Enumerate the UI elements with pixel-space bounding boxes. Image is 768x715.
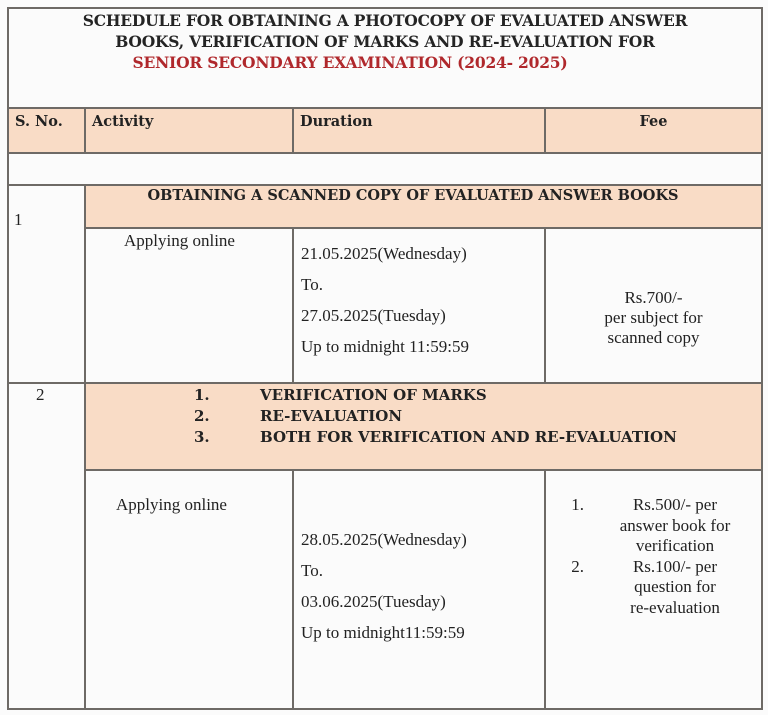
- border-sec1-bottom: [8, 382, 763, 384]
- section-2-heading-item: 1. VERIFICATION OF MARKS: [194, 386, 487, 404]
- section-1-fee-amount: Rs.700/-: [624, 288, 683, 307]
- column-header-activity: Activity: [92, 113, 154, 130]
- title-line-2: BOOKS, VERIFICATION OF MARKS AND RE-EVALUATION FOR: [115, 32, 655, 51]
- col-divider-sno: [84, 184, 86, 710]
- column-header-duration: Duration: [300, 113, 373, 130]
- border-bottom: [8, 708, 763, 710]
- section-2-sno: 2: [36, 385, 45, 404]
- section-2-activity: Applying online: [116, 495, 227, 514]
- section-1-duration-end: 27.05.2025(Tuesday): [301, 306, 446, 325]
- section-2-heading-item: 3. BOTH FOR VERIFICATION AND RE-EVALUATION: [194, 428, 677, 446]
- col-divider-activity-1: [292, 227, 294, 384]
- section-2-duration: [301, 530, 467, 654]
- section-2-duration-time: Up to midnight11:59:59: [301, 623, 465, 642]
- border-blank-bottom: [8, 184, 763, 186]
- section-2-heading-list: [194, 385, 677, 448]
- section-2-duration-to: To.: [301, 561, 323, 580]
- section-2-fee-item: 2. Rs.100/- per question for re-evaluation: [571, 556, 720, 617]
- section-2-fee: [560, 495, 760, 618]
- col-divider-activity-2: [292, 469, 294, 710]
- section-2-heading-item: 2. RE-EVALUATION: [194, 407, 403, 425]
- section-1-fee: [545, 288, 762, 348]
- border-header-bottom: [8, 152, 763, 154]
- border-left: [7, 7, 9, 710]
- col-divider-duration-2: [544, 469, 546, 710]
- border-sec2-heading-bottom: [84, 469, 763, 471]
- col-divider-activity-header: [292, 107, 294, 154]
- section-1-duration-time: Up to midnight 11:59:59: [301, 337, 469, 356]
- section-1-fee-line-2: per subject for: [604, 308, 703, 327]
- section-2-duration-start: 28.05.2025(Wednesday): [301, 530, 467, 549]
- section-1-duration-to: To.: [301, 275, 323, 294]
- border-sec1-heading-bottom: [84, 227, 763, 229]
- section-1-heading: OBTAINING A SCANNED COPY OF EVALUATED ANSWER BOOKS: [147, 187, 679, 204]
- section-1-sno: 1: [14, 210, 23, 229]
- document-title: [8, 8, 762, 103]
- column-header-fee: Fee: [639, 113, 668, 130]
- border-top: [8, 7, 763, 9]
- title-line-1: SCHEDULE FOR OBTAINING A PHOTOCOPY OF EVALUATED ANSWER: [82, 11, 688, 30]
- border-title-bottom: [8, 107, 763, 109]
- col-divider-sno-header: [84, 107, 86, 154]
- section-1-duration-start: 21.05.2025(Wednesday): [301, 244, 467, 263]
- section-2-fee-item: 1. Rs.500/- per answer book for verification: [571, 495, 731, 555]
- title-highlight: SENIOR SECONDARY EXAMINATION (2024- 2025): [132, 53, 568, 72]
- section-1-fee-line-3: scanned copy: [607, 328, 700, 347]
- section-1-duration: [301, 244, 469, 368]
- section-2-duration-end: 03.06.2025(Tuesday): [301, 592, 446, 611]
- section-1-activity: Applying online: [124, 231, 235, 250]
- column-header-sno: S. No.: [15, 113, 63, 130]
